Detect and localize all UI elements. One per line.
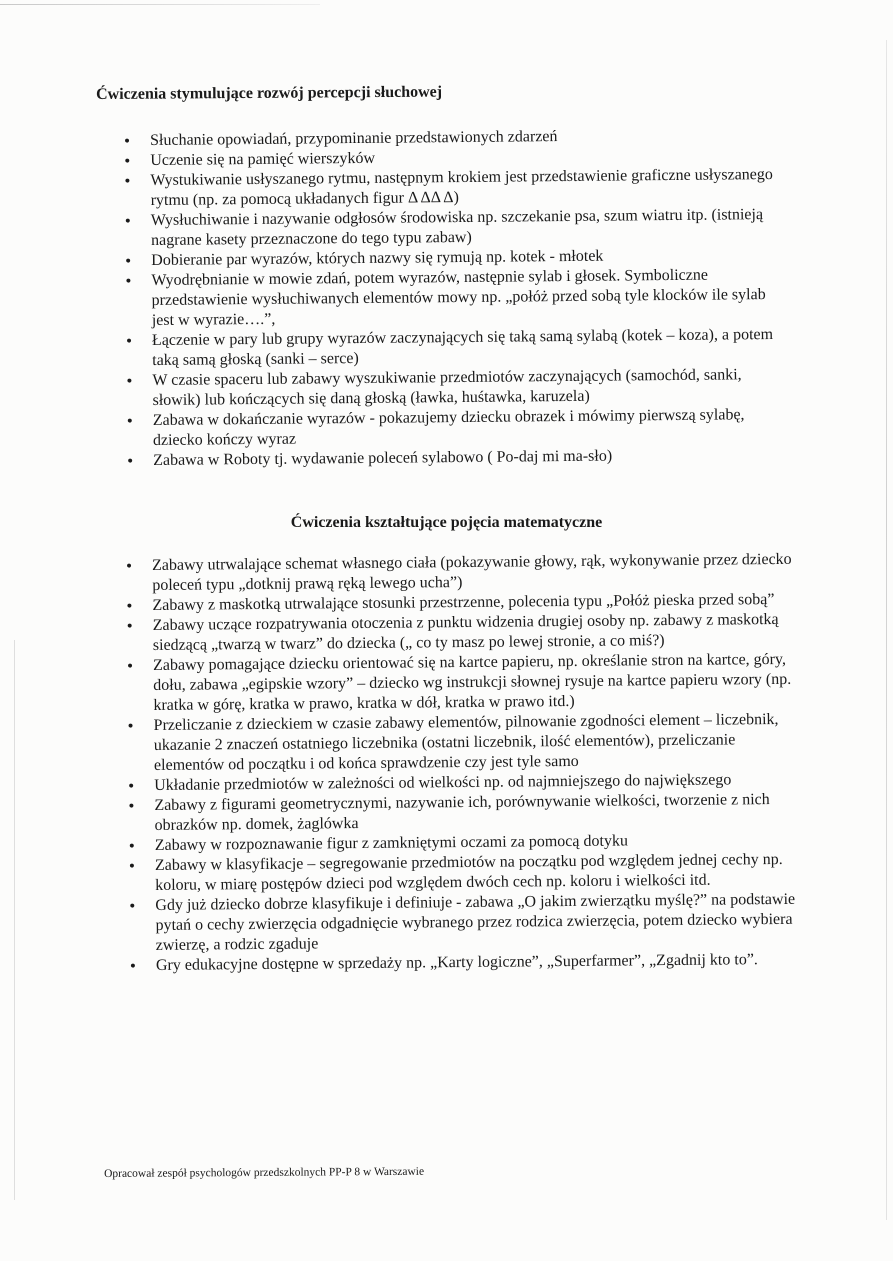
list-item: • Zabawy uczące rozpatrywania otoczenia z punktu widzenia drugiej osoby np. zabawy z maskotką siedzącą „twarzą w twarz” do dziecka („ co ty masz po lewej stronie, a co miś?) <box>153 610 793 656</box>
math-exercises-list <box>152 550 796 976</box>
list-item: • Dobieranie par wyrazów, których nazwy się rymują np. kotek - młotek <box>151 245 791 271</box>
auditory-exercises-list <box>150 125 793 471</box>
list-item: • Zabawy z maskotką utrwalające stosunki przestrzenne, polecenia typu „Połóż pieska przed sobą” <box>152 590 792 616</box>
list-item: • Wyodrębnianie w mowie zdań, potem wyrazów, następnie sylab i głosek. Symboliczne przedstawienie wysłuchiwanych elementów mowy np. „połóż przed sobą tyle klocków ile sylab jest w wyrazie….”, <box>151 265 792 331</box>
footer-credit: Opracował zespół psychologów przedszkolnych PP-P 8 w Warszawie <box>104 1165 425 1180</box>
list-item: • Wystukiwanie usłyszanego rytmu, następnym krokiem jest przedstawienie graficzne usłyszanego rytmu (np. za pomocą układanych figur Δ ΔΔ Δ) <box>150 165 790 211</box>
list-item: • Zabawy z figurami geometrycznymi, nazywanie ich, porównywanie wielkości, tworzenie z nich obrazków np. domek, żaglówka <box>154 790 794 836</box>
section-title-math: Ćwiczenia kształtujące pojęcia matematyczne <box>290 514 603 531</box>
list-item: • Uczenie się na pamięć wierszyków <box>150 145 790 171</box>
section-title-auditory: Ćwiczenia stymulujące rozwój percepcji słuchowej <box>96 83 443 103</box>
scan-edge-right <box>886 40 887 1220</box>
list-item: • Zabawy w rozpoznawanie figur z zamkniętymi oczami za pomocą dotyku <box>155 830 795 856</box>
list-item: • Zabawa w Roboty tj. wydawanie poleceń sylabowo ( Po-daj mi ma-sło) <box>153 445 793 471</box>
list-item: • Zabawy utrwalające schemat własnego ciała (pokazywanie głowy, rąk, wykonywanie przez dziecko poleceń typu „dotknij prawą ręką lewego ucha”) <box>152 550 792 596</box>
list-item: • Zabawy pomagające dziecku orientować się na kartce papieru, np. określanie stron na kartce, góry, dołu, zabawa „egipskie wzory” – dziecko wg instrukcji słownej rysuje na kartce papieru wzory (np. kratka w górę, kratka w prawo, kratka w dół, kratka w prawo itd.) <box>153 650 794 716</box>
scan-edge-left <box>14 640 15 1200</box>
list-item: • Zabawy w klasyfikacje – segregowanie przedmiotów na początku pod względem jednej cechy np. koloru, w miarę postępów dzieci pod względem dwóch cech np. koloru i wielkości itd. <box>155 850 795 896</box>
scan-artifact-top <box>0 4 320 5</box>
list-item: • Gdy już dziecko dobrze klasyfikuje i definiuje - zabawa „O jakim zwierzątku myślę?” na podstawie pytań o cechy zwierzęcia odgadnięcie wybranego przez rodzica zwierzęcia, potem dziecko wybiera zwierzę, a rodzic zgaduje <box>155 890 796 956</box>
list-item: • Łączenie w pary lub grupy wyrazów zaczynających się taką samą sylabą (kotek – koza), a potem taką samą głoską (sanki – serce) <box>152 325 792 371</box>
list-item: • Zabawa w dokańczanie wyrazów - pokazujemy dziecku obrazek i mówimy pierwszą sylabę, dziecko kończy wyraz <box>153 405 793 451</box>
list-item: • Słuchanie opowiadań, przypominanie przedstawionych zdarzeń <box>150 125 790 151</box>
list-item: • Wysłuchiwanie i nazywanie odgłosów środowiska np. szczekanie psa, szum wiatru itp. (istnieją nagrane kasety przeznaczone do tego typu zabaw) <box>151 205 791 251</box>
list-item: • Układanie przedmiotów w zależności od wielkości np. od najmniejszego do największego <box>154 770 794 796</box>
list-item: • Gry edukacyjne dostępne w sprzedaży np. „Karty logiczne”, „Superfarmer”, „Zgadnij kto to”. <box>156 950 796 976</box>
list-item: • Przeliczanie z dzieckiem w czasie zabawy elementów, pilnowanie zgodności element – liczebnik, ukazanie 2 znaczeń ostatniego liczebnika (ostatni liczebnik, ilość elementów), przeliczanie elementów od początku i od końca sprawdzenie czy jest tyle samo <box>154 710 795 776</box>
list-item: • W czasie spaceru lub zabawy wyszukiwanie przedmiotów zaczynających (samochód, sanki, słowik) lub kończących się daną głoską (ławka, huśtawka, karuzela) <box>152 365 792 411</box>
